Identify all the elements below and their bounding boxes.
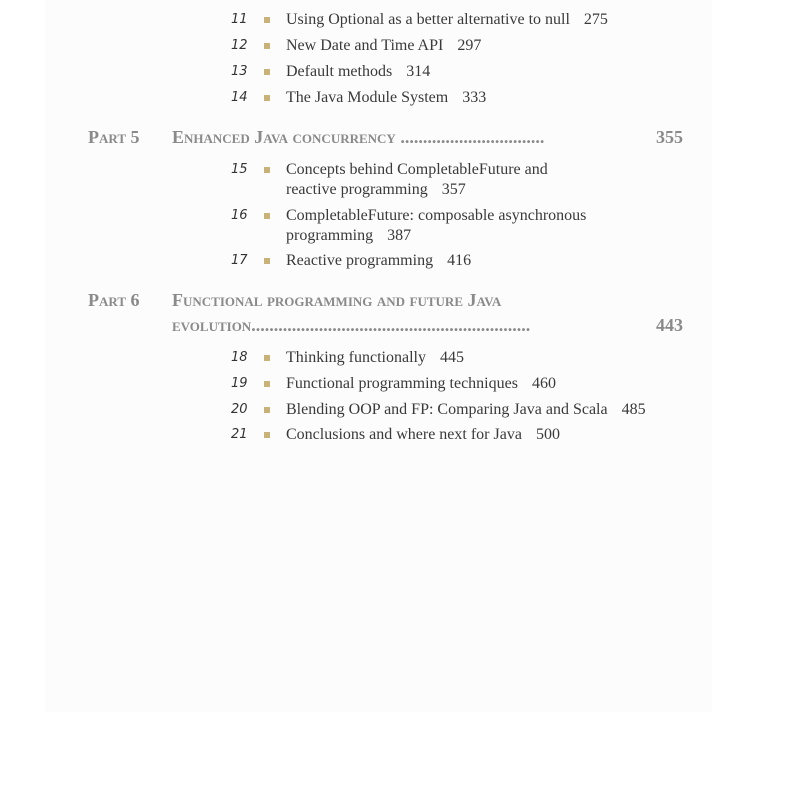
chapter-number: 16: [231, 208, 248, 223]
chapter-page: 314: [406, 63, 431, 80]
chapter-page: 333: [462, 89, 487, 106]
chapter-title: Reactive programming: [286, 252, 434, 269]
chapter-page: 387: [387, 227, 412, 244]
bullet-icon: [264, 43, 270, 49]
chapter-title: The Java Module System: [286, 89, 449, 106]
chapter-number: 11: [231, 12, 248, 27]
chapter-title-continued: programming: [286, 227, 374, 244]
chapter-title: Blending OOP and FP: Comparing Java and Scala: [286, 401, 608, 418]
chapter-number: 12: [231, 38, 248, 53]
chapter-title: New Date and Time API: [286, 37, 444, 54]
chapter-number: 20: [231, 402, 248, 417]
leader-dots: ................................: [400, 127, 545, 147]
chapter-title: Using Optional as a better alternative to null: [286, 11, 570, 28]
part-title-continued: evolution: [172, 315, 252, 335]
chapter-number: 13: [231, 64, 248, 79]
chapter-page: 485: [621, 401, 646, 418]
bullet-icon: [264, 432, 270, 438]
bullet-icon: [264, 381, 270, 387]
chapter-title: CompletableFuture: composable asynchronous: [286, 207, 587, 224]
chapter-page: 460: [531, 375, 556, 392]
chapter-page: 357: [441, 181, 466, 198]
part-page: 443: [656, 315, 683, 335]
bullet-icon: [264, 69, 270, 75]
chapter-title: Default methods: [286, 63, 393, 80]
chapter-page: 297: [457, 37, 482, 54]
chapter-title-continued: reactive programming: [286, 181, 428, 198]
part-title: Enhanced Java concurrency: [172, 127, 396, 147]
chapter-title: Conclusions and where next for Java: [286, 426, 522, 443]
chapter-page: 445: [439, 349, 464, 366]
part-page: 355: [656, 127, 683, 147]
bullet-icon: [264, 407, 270, 413]
chapter-page: 416: [447, 252, 472, 269]
chapter-number: 14: [231, 90, 248, 105]
bullet-icon: [264, 355, 270, 361]
bullet-icon: [264, 95, 270, 101]
part-label: Part 6: [88, 290, 140, 310]
toc-part-6[interactable]: [88, 288, 688, 338]
chapter-number: 15: [231, 162, 248, 177]
part-title: Functional programming and future Java: [172, 290, 502, 310]
chapter-title: Concepts behind CompletableFuture and: [286, 161, 548, 178]
chapter-number: 18: [231, 350, 248, 365]
bullet-icon: [264, 258, 270, 264]
chapter-title: Functional programming techniques: [286, 375, 518, 392]
chapter-number: 21: [231, 427, 248, 442]
part-label: Part 5: [88, 127, 140, 147]
toc-part-5[interactable]: [88, 125, 688, 149]
chapter-title: Thinking functionally: [286, 349, 426, 366]
leader-dots: ..............................................................: [251, 315, 531, 335]
chapter-number: 19: [231, 376, 248, 391]
bullet-icon: [264, 213, 270, 219]
bullet-icon: [264, 167, 270, 173]
chapter-page: 500: [535, 426, 560, 443]
chapter-page: 275: [583, 11, 608, 28]
bullet-icon: [264, 17, 270, 23]
chapter-number: 17: [231, 253, 248, 268]
